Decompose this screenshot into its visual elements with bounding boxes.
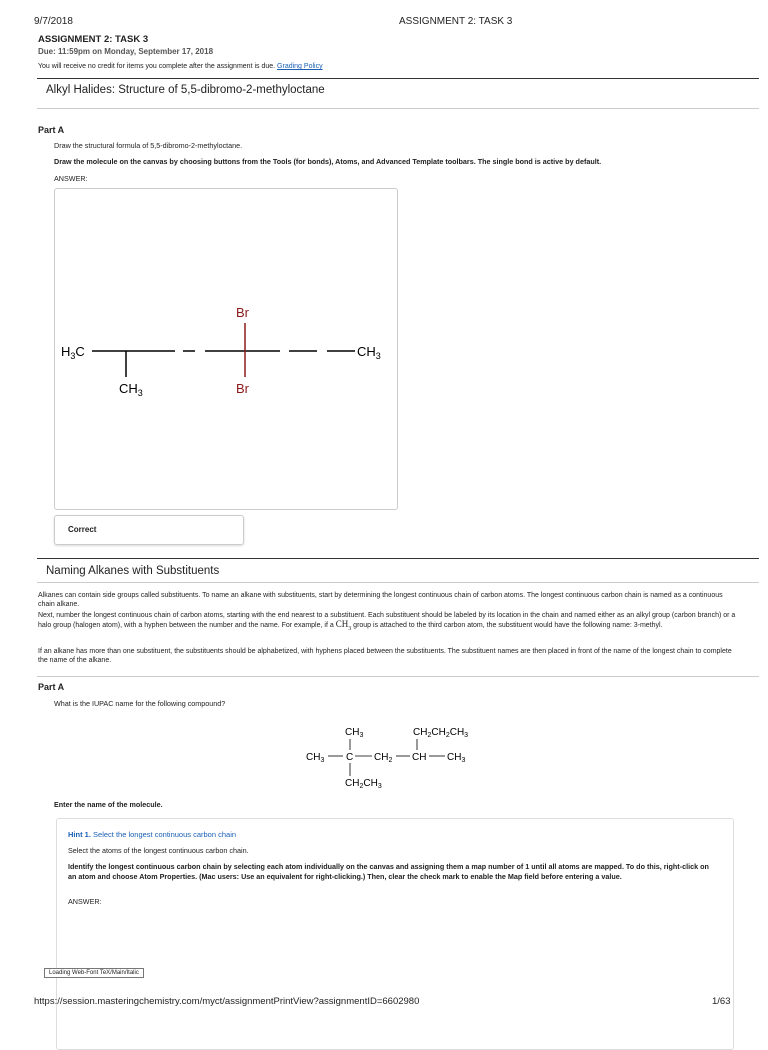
drawing-canvas[interactable] (54, 188, 398, 510)
hint-instruction: Select the atoms of the longest continuous carbon chain. (68, 846, 249, 855)
paragraph-2b: group is attached to the third carbon atom, the substituent would have the following name: 3-methyl. (353, 622, 663, 629)
group-ethyl: $CH_2CH_3$ (345, 778, 382, 790)
atom-br-top: Br (236, 305, 249, 320)
divider (37, 78, 759, 79)
divider (37, 558, 759, 559)
paragraph-2 (38, 611, 738, 634)
hint-detail: Identify the longest continuous carbon chain by selecting each atom individually on the canvas and assigning them a map number of 1 until all atoms are mapped. To do this, right-click on an atom and choose Atom Properties. (Mac users: Use an equivalent for right-clicking.) Then, clear the check mark to enable the Map field before entering a value. (68, 862, 709, 881)
question-text: Draw the structural formula of 5,5-dibromo-2-methyloctane. (54, 141, 243, 150)
hint-number: Hint 1. (68, 830, 91, 839)
group-ch3-top: $CH_3$ (345, 727, 364, 739)
loading-badge: Loading Web-Font TeX/Main/Italic (44, 968, 144, 978)
group-ch-right: CH (412, 752, 427, 763)
divider (37, 108, 759, 109)
hint-answer-label: ANSWER: (68, 897, 102, 906)
inline-sub: 3 (348, 625, 352, 632)
footer-page: 1/63 (712, 996, 731, 1007)
section-title-alkyl-halides: Alkyl Halides: Structure of 5,5-dibromo-2-methyloctane (46, 84, 325, 96)
group-propyl: $CH_2CH_2CH_3$ (413, 727, 469, 739)
result-box (54, 515, 244, 545)
divider (37, 582, 759, 583)
group-ch3-left: $CH_3$ (306, 752, 325, 764)
no-credit-notice (38, 63, 323, 70)
group-ch3-right: $CH_3$ (447, 752, 466, 764)
assignment-title: ASSIGNMENT 2: TASK 3 (38, 34, 149, 45)
inline-ch: CH (335, 619, 349, 629)
grading-policy-link[interactable]: Grading Policy (277, 63, 323, 70)
result-correct: Correct (68, 525, 97, 534)
print-header (34, 16, 734, 30)
section-title-naming-alkanes: Naming Alkanes with Substituents (46, 565, 220, 577)
footer-url: https://session.masteringchemistry.com/myct/assignmentPrintView?assignmentID=6602980 (34, 996, 420, 1007)
enter-name-label: Enter the name of the molecule. (54, 800, 163, 809)
due-date: Due: 11:59pm on Monday, September 17, 2018 (38, 47, 214, 56)
atom-ch3-branch: $CH_3$ (119, 381, 143, 398)
atom-c-center: C (346, 752, 354, 763)
molecule-drawing (55, 189, 397, 509)
hint-title[interactable] (68, 830, 236, 839)
print-title: ASSIGNMENT 2: TASK 3 (399, 16, 513, 27)
inline-ch3 (335, 619, 352, 632)
paragraph-1: Alkanes can contain side groups called substituents. To name an alkane with substituents, start by determining the longest continuous chain of carbon atoms. The longest continuous carbon chain is named as a continuous chain alkane. (38, 592, 723, 608)
no-credit-text: You will receive no credit for items you complete after the assignment is due. (38, 63, 276, 70)
paragraph-2a: Next, number the longest continuous chain of carbon atoms, starting with the end nearest to a substituent. Each substituent should be labeled by its location in the chain and named either as an alkyl group (carbon branch) or a halo group (halogen atom), with a hyphen between the number and the name. For example, if a (38, 612, 736, 629)
group-ch2-mid: $CH_2$ (374, 752, 393, 764)
paragraph-3: If an alkane has more than one substituent, the substituents should be alphabetized, with hyphens placed between the substituents. The substituent names are then placed in front of the name of the longest chain to complete the name of the alkane. (38, 648, 732, 664)
instruction-text: Draw the molecule on the canvas by choosing buttons from the Tools (for bonds), Atoms, and Advanced Template toolbars. The single bond is active by default. (54, 157, 602, 166)
part-a-label: Part A (38, 125, 65, 135)
atom-br-bottom: Br (236, 381, 249, 396)
answer-label: ANSWER: (54, 174, 88, 183)
question-text-2: What is the IUPAC name for the following compound? (54, 699, 226, 708)
divider (37, 676, 759, 677)
print-date: 9/7/2018 (34, 16, 73, 27)
hint-title-text: Select the longest continuous carbon chain (93, 830, 237, 839)
part-a-label-2: Part A (38, 682, 65, 692)
atom-h3c: $H_3C$ (61, 344, 85, 361)
atom-ch3-right: $CH_3$ (357, 344, 381, 361)
compound-structure (300, 718, 500, 798)
